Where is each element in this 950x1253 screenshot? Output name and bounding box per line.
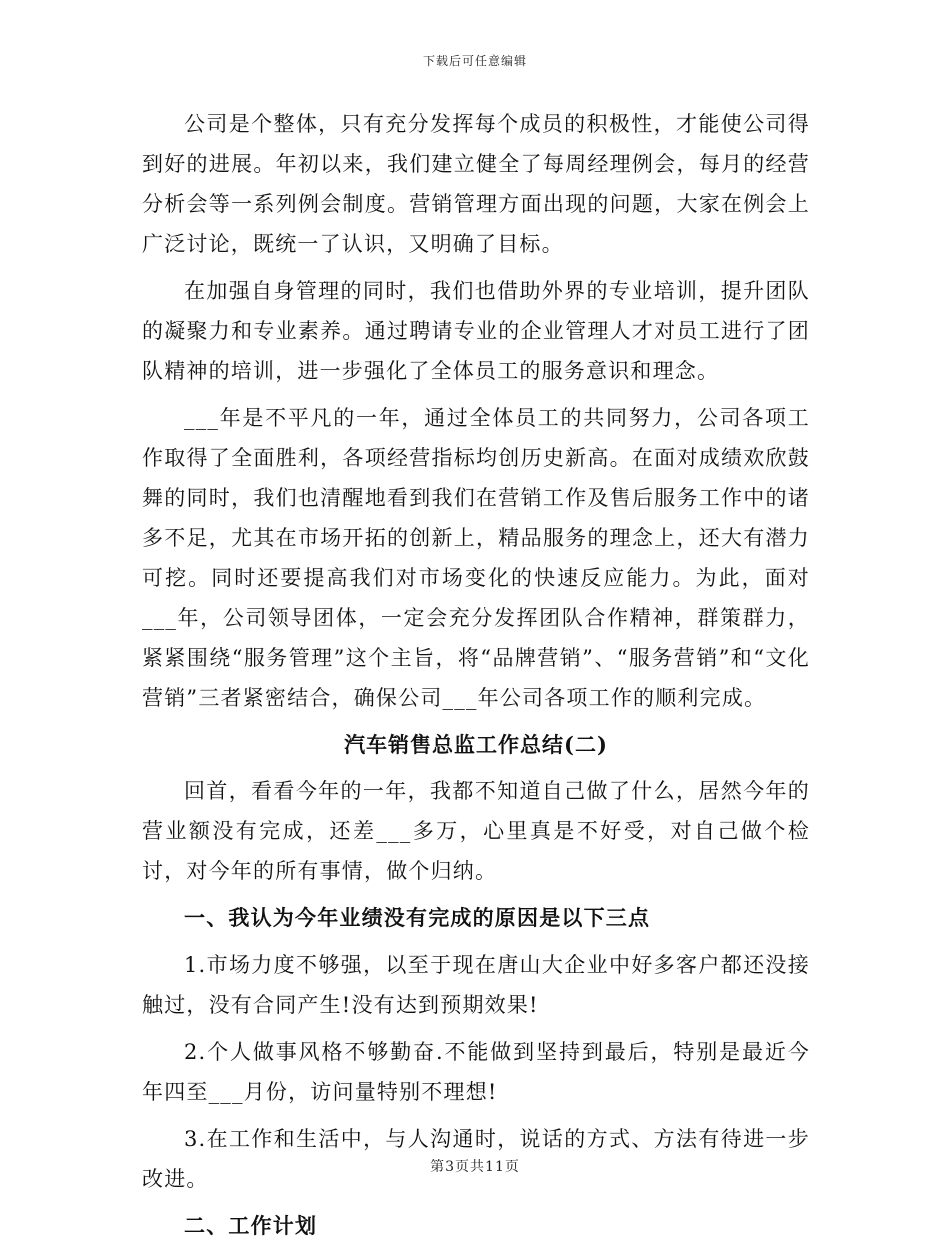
document-body bbox=[142, 104, 810, 1253]
body-paragraph: ___年是不平凡的一年，通过全体员工的共同努力，公司各项工作取得了全面胜利，各项经营指标均创历史新高。在面对成绩欢欣鼓舞的同时，我们也清醒地看到我们在营销工作及售后服务工作中的诸多不足，尤其在市场开拓的创新上，精品服务的理念上，还大有潜力可挖。同时还要提高我们对市场变化的快速反应能力。为此，面对___年，公司领导团体，一定会充分发挥团队合作精神，群策群力，紧紧围绕“服务管理”这个主旨，将“品牌营销”、“服务营销”和“文化营销”三者紧密结合，确保公司___年公司各项工作的顺利完成。 bbox=[142, 406, 810, 710]
heading-work-plan: 二、工作计划 bbox=[184, 1213, 318, 1238]
body-paragraph: 公司是个整体，只有充分发挥每个成员的积极性，才能使公司得到好的进展。年初以来，我们建立健全了每周经理例会，每月的经营分析会等一系列例会制度。营销管理方面出现的问题，大家在例会上广泛讨论，既统一了认识，又明确了目标。 bbox=[142, 112, 810, 256]
page-header-note: 下载后可任意编辑 bbox=[422, 54, 527, 68]
section-title: 汽车销售总监工作总结(二) bbox=[344, 732, 608, 757]
reason-item: 3.在工作和生活中，与人沟通时，说话的方式、方法有待进一步改进。 bbox=[142, 1127, 810, 1191]
body-paragraph: 在加强自身管理的同时，我们也借助外界的专业培训，提升团队的凝聚力和专业素养。通过聘请专业的企业管理人才对员工进行了团队精神的培训，进一步强化了全体员工的服务意识和理念。 bbox=[142, 279, 810, 383]
page-footer-number: 第3页共11页 bbox=[430, 1159, 520, 1175]
intro-paragraph: 回首，看看今年的一年，我都不知道自己做了什么，居然今年的营业额没有完成，还差___多万，心里真是不好受，对自己做个检讨，对今年的所有事情，做个归纳。 bbox=[142, 779, 810, 883]
reason-item: 1.市场力度不够强，以至于现在唐山大企业中好多客户都还没接触过，没有合同产生!没有达到预期效果! bbox=[142, 953, 810, 1017]
reason-item: 2.个人做事风格不够勤奋.不能做到坚持到最后，特别是最近今年四至___月份，访问量特别不理想! bbox=[142, 1040, 810, 1104]
heading-reasons: 一、我认为今年业绩没有完成的原因是以下三点 bbox=[184, 905, 651, 930]
